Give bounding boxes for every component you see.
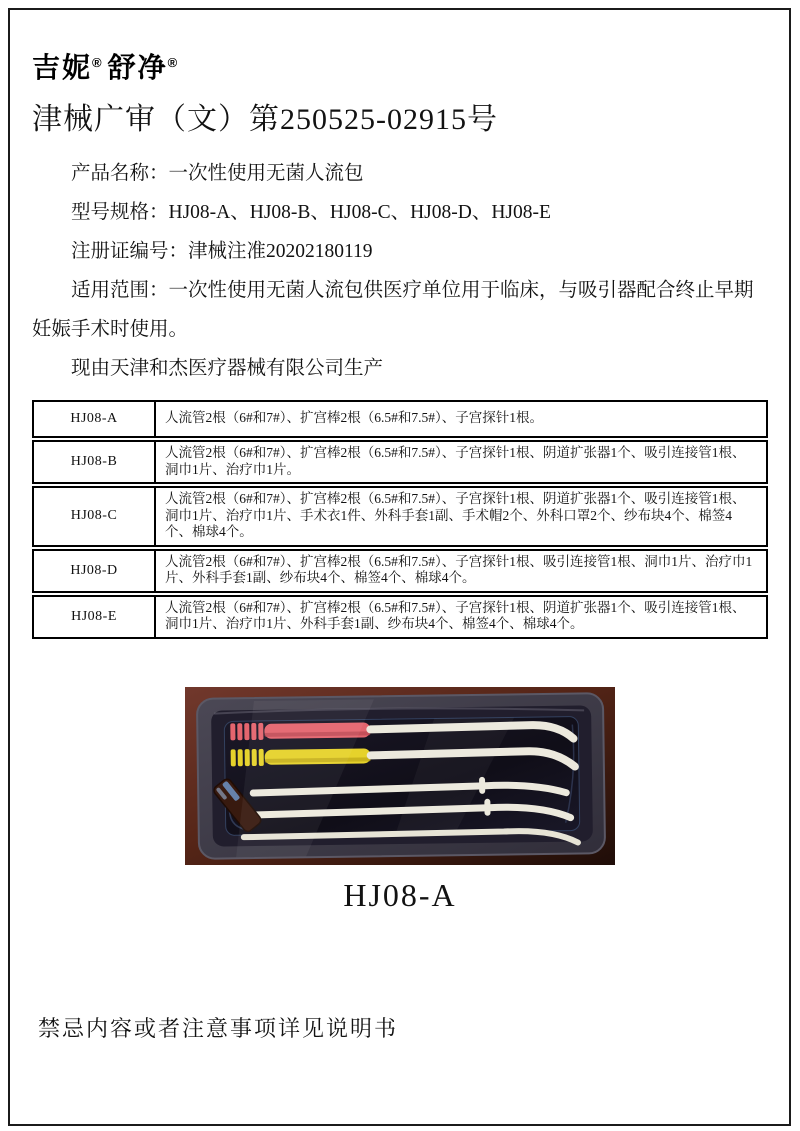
table-row [32,486,768,547]
approval-number-title: 津械广审（文）第250525-02915号 [32,103,498,136]
table-row [32,400,768,438]
table-row [32,595,768,639]
registered-trademark-icon: ® [167,54,178,70]
model-cell: HJ08-B [34,442,156,482]
contents-cell: 人流管2根（6#和7#）、扩宫棒2根（6.5#和7.5#）、子宫探针1根、阴道扩张器1个、吸引连接管1根、洞巾1片、治疗巾1片。 [165,445,746,477]
contents-cell: 人流管2根（6#和7#）、扩宫棒2根（6.5#和7.5#）、子宫探针1根。 [165,410,543,426]
contents-cell: 人流管2根（6#和7#）、扩宫棒2根（6.5#和7.5#）、子宫探针1根、阴道扩张器1个、吸引连接管1根、洞巾1片、治疗巾1片、外科手套1副、纱布块4个、棉签4个、棉球4个。 [165,599,746,631]
product-info-section [32,154,768,388]
model-cell: HJ08-E [34,597,156,637]
registration-number-line: 注册证编号：津械注准20202180119 [71,241,373,262]
brand-logo [32,46,768,86]
product-photo-image [185,687,615,865]
model-spec-line: 型号规格：HJ08-A、HJ08-B、HJ08-C、HJ08-D、HJ08-E [71,202,551,223]
model-cell: HJ08-D [34,551,156,591]
contents-cell: 人流管2根（6#和7#）、扩宫棒2根（6.5#和7.5#）、子宫探针1根、吸引连接管1根、洞巾1片、治疗巾1片、外科手套1副、纱布块4个、棉签4个、棉球4个。 [165,553,753,585]
scope-of-use-line: 适用范围：一次性使用无菌人流包供医疗单位用于临床，与吸引器配合终止早期妊娠手术时使用。 [32,280,754,340]
brand-name-part2: 舒净 [107,52,168,83]
contraindication-note: 禁忌内容或者注意事项详见说明书 [38,1016,399,1041]
model-contents-table [32,400,768,639]
product-name-line: 产品名称：一次性使用无菌人流包 [71,163,364,184]
table-row [32,440,768,484]
registered-trademark-icon: ® [92,54,102,70]
photo-caption: HJ08-A [343,876,457,913]
model-cell: HJ08-A [34,402,156,436]
product-photo [32,687,768,865]
manufacturer-line: 现由天津和杰医疗器械有限公司生产 [71,358,384,379]
contents-cell: 人流管2根（6#和7#）、扩宫棒2根（6.5#和7.5#）、子宫探针1根、阴道扩张器1个、吸引连接管1根、洞巾1片、治疗巾1片、手术衣1件、外科手套1副、手术帽2个、外科口罩2个、纱布块4个、棉签4个、棉球4个。 [165,491,746,539]
model-cell: HJ08-C [34,488,156,545]
table-row [32,549,768,593]
brand-name-part1: 吉妮 [32,52,93,83]
